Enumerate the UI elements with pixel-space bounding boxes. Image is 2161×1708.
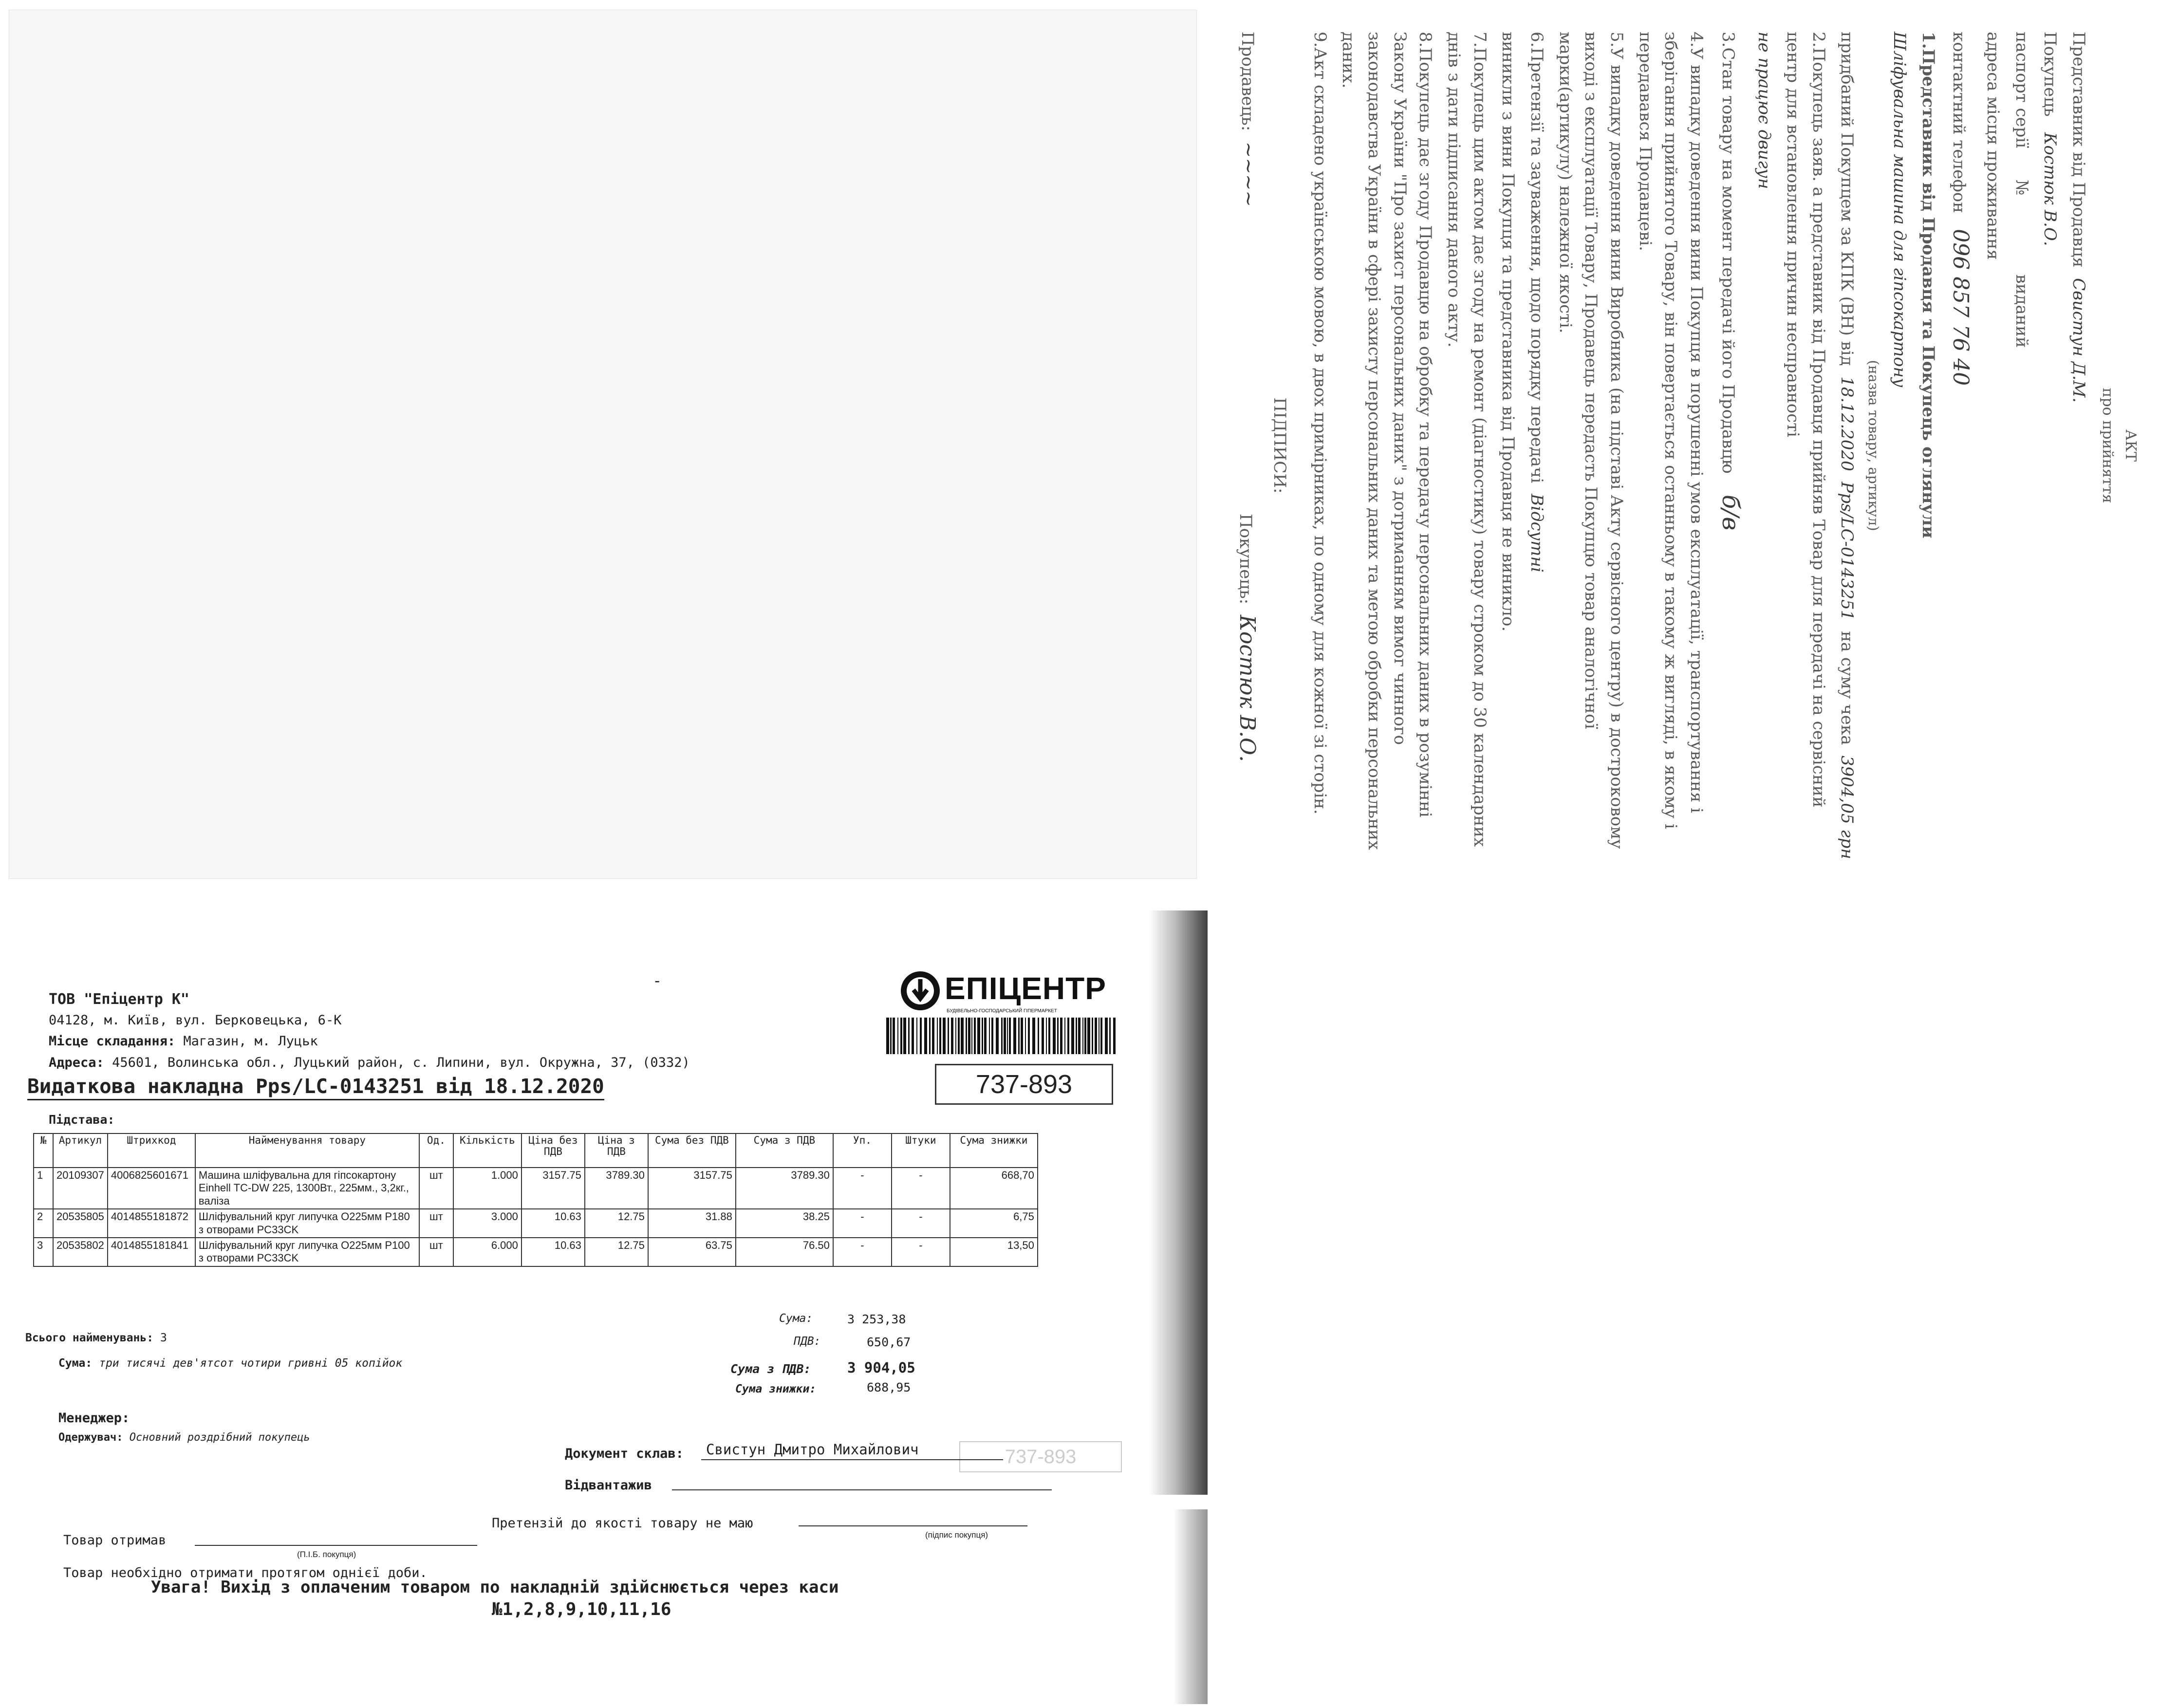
cell-n: 3 bbox=[34, 1238, 53, 1266]
manager-label: Менеджер: bbox=[58, 1411, 130, 1426]
cell-disc: 6,75 bbox=[950, 1209, 1038, 1238]
buyer-value: Костюк В.О. bbox=[2040, 132, 2060, 246]
invoice-address-label: Адреса: bbox=[49, 1055, 104, 1070]
cell-name: Шліфувальний круг липучка О225мм Р180 з отворами PC33CK bbox=[195, 1209, 419, 1238]
barcode-bar bbox=[890, 1018, 892, 1054]
cell-art: 20109307 bbox=[53, 1168, 108, 1209]
barcode-bar bbox=[897, 1018, 898, 1054]
clause-3-text: 3.Стан товару на момент передачі його Продавцю bbox=[1718, 32, 1738, 474]
barcode-bar bbox=[943, 1018, 946, 1054]
cell-name: Машина шліфувальна для гіпсокартону Einhell TC-DW 225, 1300Вт., 225мм., 3,2кг., валіза bbox=[195, 1168, 419, 1209]
barcode-bar bbox=[977, 1018, 980, 1054]
barcode-bar bbox=[1113, 1018, 1116, 1054]
barcode-bar bbox=[1095, 1018, 1097, 1054]
passport-label: паспорт серії bbox=[2012, 32, 2031, 149]
barcode-bar bbox=[932, 1018, 934, 1054]
received-label: Товар отримав bbox=[63, 1533, 167, 1548]
barcode-bar bbox=[1042, 1018, 1044, 1054]
barcode-bar bbox=[1105, 1018, 1108, 1054]
invoice-document bbox=[10, 952, 1198, 1697]
barcode-bar bbox=[989, 1018, 990, 1054]
clause-2-handwritten: не працює двигун bbox=[1754, 32, 1774, 189]
barcode-bar bbox=[955, 1018, 956, 1054]
cell-bar: 4006825601671 bbox=[108, 1168, 195, 1209]
clause-6 bbox=[1524, 32, 1549, 859]
sum-vat-label: Сума з ПДВ: bbox=[730, 1362, 811, 1376]
cell-p_nv: 10.63 bbox=[522, 1238, 585, 1266]
clause-1c bbox=[1834, 32, 1860, 859]
cell-bar: 4014855181872 bbox=[108, 1209, 195, 1238]
barcode-bar bbox=[939, 1018, 941, 1054]
barcode-bar bbox=[912, 1018, 914, 1054]
cell-pcs: - bbox=[892, 1238, 950, 1266]
clause-1-date: 18.12.2020 bbox=[1837, 376, 1857, 471]
clause-4: 4.У випадку доведення вини Покупця в порушенні умов експлуатації, транспортування і зберігання прийнятого Товару, він повертається останньому в такому ж вигляді, в якому і передавався Продавцеві. bbox=[1635, 32, 1707, 829]
barcode-bar bbox=[1053, 1018, 1056, 1054]
company-name: ТОВ "Епіцентр К" bbox=[49, 991, 189, 1008]
buyer-signature bbox=[1230, 514, 1264, 762]
barcode-bar bbox=[1025, 1018, 1026, 1054]
receiver-line bbox=[58, 1431, 310, 1444]
column-header: Уп. bbox=[833, 1133, 892, 1168]
barcode-bar bbox=[1032, 1018, 1035, 1054]
clause-1c-text: придбаний Покупцем за КПК (ВН) від bbox=[1837, 32, 1857, 366]
received-underline bbox=[195, 1545, 477, 1546]
sum-words-value: три тисячі дев'ятсот чотири гривні 05 копійок bbox=[99, 1357, 403, 1370]
column-header: Штрихкод bbox=[108, 1133, 195, 1168]
cell-p_v: 3789.30 bbox=[585, 1168, 648, 1209]
goods-table bbox=[33, 1133, 1038, 1267]
barcode-bar bbox=[1004, 1018, 1006, 1054]
shipped-label: Відвантажив bbox=[565, 1478, 652, 1493]
clause-7: 7.Покупець цим актом дає згоду на ремонт (діагностику) товару строком до 30 календарних днів з дати підписання даного акту. bbox=[1444, 32, 1490, 847]
barcode-bar bbox=[971, 1018, 972, 1054]
barcode-bar bbox=[886, 1018, 889, 1054]
cell-qty: 6.000 bbox=[453, 1238, 522, 1266]
cell-unit: шт bbox=[419, 1238, 453, 1266]
cell-name: Шліфувальний круг липучка О225мм Р100 з отворами PC33CK bbox=[195, 1238, 419, 1266]
clause-8: 8.Покупець дає згоду Продавцю на обробку та передачу персональних даних в розумінні Закону України "Про захист персональних даних" з дотриманням вимог чинного законодавства України в сфері захисту персональних даних та метою обробки персональних даних. bbox=[1339, 32, 1435, 850]
act-title-line1: АКТ bbox=[2122, 429, 2139, 462]
barcode-bar bbox=[1028, 1018, 1030, 1054]
invoice-address-value: 45601, Волинська обл., Луцький район, с. Липини, вул. Окружна, 37, (0332) bbox=[112, 1055, 690, 1070]
table-header bbox=[34, 1133, 1038, 1168]
clause-6b: виникли з вини Покупця та представника від Продавця не виникло. bbox=[1498, 32, 1518, 632]
cell-art: 20535802 bbox=[53, 1238, 108, 1266]
clause-1a: 1.Представник від Продавця та Покупець оглянули bbox=[1919, 32, 1938, 538]
barcode-bar bbox=[1084, 1018, 1086, 1054]
cell-s_v: 76.50 bbox=[736, 1238, 833, 1266]
barcode-bar bbox=[1048, 1018, 1050, 1054]
phone-value: 096 857 76 40 bbox=[1948, 229, 1974, 386]
column-header: Кількість bbox=[453, 1133, 522, 1168]
barcode-bar bbox=[1013, 1018, 1016, 1054]
seller-signature bbox=[1230, 32, 1264, 207]
clause-6-text: 6.Претензії та зауваження, щодо порядку передачі bbox=[1527, 32, 1547, 483]
place-value: Магазин, м. Луцьк bbox=[183, 1034, 318, 1049]
barcode-bar bbox=[951, 1018, 953, 1054]
total-items-value: 3 bbox=[160, 1332, 167, 1344]
act-passport bbox=[2009, 32, 2034, 859]
cell-s_nv: 31.88 bbox=[648, 1209, 736, 1238]
barcode-bar bbox=[924, 1018, 927, 1054]
barcode-bar bbox=[1067, 1018, 1069, 1054]
phone-label: контактний телефон bbox=[1949, 32, 1969, 213]
cell-p_nv: 10.63 bbox=[522, 1209, 585, 1238]
barcode-bar bbox=[937, 1018, 938, 1054]
total-items bbox=[25, 1332, 167, 1344]
sum-label: Сума: bbox=[779, 1312, 813, 1325]
barcode-bar bbox=[1021, 1018, 1023, 1054]
clause-1-doc: Pps/LC-0143251 bbox=[1837, 482, 1857, 621]
act-title-line2: про прийняття bbox=[2099, 388, 2117, 503]
sum-vat-value: 3 904,05 bbox=[847, 1359, 915, 1376]
cell-qty: 1.000 bbox=[453, 1168, 522, 1209]
clause-2: 2.Покупець заяв. а представник від Продавця прийняв Товар для передачі на сервісний центр для встановлення причин несправності bbox=[1783, 32, 1828, 808]
total-items-label: Всього найменувань: bbox=[25, 1332, 154, 1344]
place-line bbox=[49, 1034, 318, 1049]
barcode-bar bbox=[1038, 1018, 1039, 1054]
cell-art: 20535805 bbox=[53, 1209, 108, 1238]
sign-hint: (підпис покупця) bbox=[925, 1530, 988, 1540]
cell-s_nv: 63.75 bbox=[648, 1238, 736, 1266]
clause-1-handwritten: Шліфувальна машина для гіпсокартону bbox=[1890, 32, 1910, 388]
disc-label: Сума знижки: bbox=[735, 1383, 817, 1395]
logo-text: ЕПІЦЕНТР bbox=[945, 971, 1106, 1006]
barcode-bar bbox=[958, 1018, 960, 1054]
barcode-bar bbox=[1001, 1018, 1003, 1054]
signatures-label: ПІДПИСИ: bbox=[1269, 397, 1289, 494]
barcode-bar bbox=[908, 1018, 910, 1054]
seller-sign-label: Продавець: bbox=[1238, 32, 1258, 131]
barcode-bar bbox=[1007, 1018, 1008, 1054]
clause-1-hint: (назва товару, артикул) bbox=[1865, 360, 1882, 531]
cell-unit: шт bbox=[419, 1209, 453, 1238]
table-row bbox=[34, 1209, 1038, 1238]
barcode-bar bbox=[966, 1018, 967, 1054]
sum-value: 3 253,38 bbox=[847, 1312, 906, 1326]
barcode-bar bbox=[916, 1018, 917, 1054]
column-header: № bbox=[34, 1133, 53, 1168]
sum-words-label: Сума: bbox=[58, 1357, 93, 1370]
place-label: Місце складання: bbox=[49, 1034, 176, 1049]
barcode-bar bbox=[961, 1018, 964, 1054]
composed-label: Документ склав: bbox=[565, 1446, 684, 1461]
clause-1-sum-label: на суму чека bbox=[1837, 631, 1857, 745]
received-hint: (П.І.Б. покупця) bbox=[297, 1550, 356, 1559]
basis-label: Підстава: bbox=[49, 1113, 115, 1127]
clause-3 bbox=[1712, 32, 1748, 859]
table-body bbox=[34, 1168, 1038, 1266]
barcode-bar bbox=[1018, 1018, 1020, 1054]
seller-rep-value: Свистун Д.М. bbox=[2069, 278, 2088, 403]
vat-label: ПДВ: bbox=[794, 1335, 821, 1348]
address-line bbox=[49, 1055, 690, 1070]
buyer-sign-label: Покупець: bbox=[1236, 514, 1256, 605]
invoice-title: Видаткова накладна Pps/LC-0143251 від 18.12.2020 bbox=[27, 1075, 604, 1100]
passport-no-label: № bbox=[2012, 180, 2031, 196]
barcode-bar bbox=[1076, 1018, 1077, 1054]
no-claims-text: Претензій до якості товару не маю bbox=[492, 1516, 753, 1531]
table-row bbox=[34, 1168, 1038, 1209]
shipped-underline bbox=[672, 1489, 1052, 1490]
cell-s_nv: 3157.75 bbox=[648, 1168, 736, 1209]
company-address: 04128, м. Київ, вул. Берковецька, 6-К bbox=[49, 1013, 342, 1028]
barcode-bar bbox=[1109, 1018, 1111, 1054]
sign-underline bbox=[799, 1525, 1027, 1526]
cell-pack: - bbox=[833, 1238, 892, 1266]
column-header: Ціна з ПДВ bbox=[585, 1133, 648, 1168]
receiver-value: Основний роздрібний покупець bbox=[129, 1431, 310, 1444]
pickup-note: Товар необхідно отримати протягом однієї доби. bbox=[63, 1565, 428, 1580]
barcode-bar bbox=[1064, 1018, 1065, 1054]
address-label: адреса місця проживання bbox=[1983, 32, 2003, 260]
cell-pcs: - bbox=[892, 1209, 950, 1238]
act-seller-rep bbox=[2066, 32, 2091, 859]
act-phone bbox=[1944, 32, 1977, 859]
act-title bbox=[2096, 32, 2142, 859]
disc-value: 688,95 bbox=[867, 1380, 911, 1394]
barcode-bar bbox=[903, 1018, 906, 1054]
receiver-label: Одержувач: bbox=[58, 1431, 123, 1444]
column-header: Ціна без ПДВ bbox=[522, 1133, 585, 1168]
top-dash: - bbox=[652, 971, 662, 990]
clause-9: 9.Акт складено українською мовою, в двох примірниках, по одному для кожної зі сторін. bbox=[1310, 32, 1330, 815]
cell-bar: 4014855181841 bbox=[108, 1238, 195, 1266]
column-header: Артикул bbox=[53, 1133, 108, 1168]
cell-p_v: 12.75 bbox=[585, 1209, 648, 1238]
barcode-bar bbox=[893, 1018, 895, 1054]
barcode-bar bbox=[1082, 1018, 1083, 1054]
act-buyer bbox=[2037, 32, 2063, 859]
cell-disc: 13,50 bbox=[950, 1238, 1038, 1266]
vat-value: 650,67 bbox=[867, 1335, 911, 1349]
column-header: Сума з ПДВ bbox=[736, 1133, 833, 1168]
barcode-bar bbox=[968, 1018, 970, 1054]
cash-registers: №1,2,8,9,10,11,16 bbox=[492, 1599, 671, 1619]
column-header: Найменування товару bbox=[195, 1133, 419, 1168]
seller-rep-label: Представник від Продавця bbox=[2069, 32, 2088, 268]
barcode-bar bbox=[1087, 1018, 1090, 1054]
column-header: Штуки bbox=[892, 1133, 950, 1168]
signatures-row bbox=[1230, 32, 1264, 762]
buyer-hand-signature: Костюк В.О. bbox=[1235, 614, 1260, 762]
cell-n: 1 bbox=[34, 1168, 53, 1209]
cell-pack: - bbox=[833, 1168, 892, 1209]
clause-1-sum: 3904,05 грн bbox=[1837, 755, 1857, 859]
cell-p_nv: 3157.75 bbox=[522, 1168, 585, 1209]
cell-s_v: 3789.30 bbox=[736, 1168, 833, 1209]
barcode-bar bbox=[974, 1018, 976, 1054]
passport-issued-label: виданий bbox=[2012, 274, 2031, 348]
barcode-bar bbox=[1060, 1018, 1062, 1054]
barcode-bar bbox=[900, 1018, 902, 1054]
column-header: Сума без ПДВ bbox=[648, 1133, 736, 1168]
barcode-bar bbox=[1046, 1018, 1047, 1054]
column-header: Од. bbox=[419, 1133, 453, 1168]
cell-p_v: 12.75 bbox=[585, 1238, 648, 1266]
cell-qty: 3.000 bbox=[453, 1209, 522, 1238]
composed-underline bbox=[701, 1459, 1003, 1460]
epicentr-logo bbox=[896, 966, 1120, 1020]
exit-warning: Увага! Вихід з оплаченим товаром по накладній здійснюється через каси bbox=[151, 1578, 839, 1597]
barcode-bar bbox=[982, 1018, 983, 1054]
barcode bbox=[886, 1018, 1120, 1054]
barcode-bar bbox=[996, 1018, 999, 1054]
table-row bbox=[34, 1238, 1038, 1266]
column-header: Сума знижки bbox=[950, 1133, 1038, 1168]
barcode-bar bbox=[991, 1018, 993, 1054]
seller-sign-scribble: ~~~~ bbox=[1237, 141, 1260, 207]
cell-unit: шт bbox=[419, 1168, 453, 1209]
barcode-bar bbox=[1100, 1018, 1102, 1054]
document-code: 737-893 bbox=[935, 1064, 1113, 1105]
clause-3-handwritten: б/в bbox=[1716, 494, 1744, 531]
barcode-bar bbox=[948, 1018, 949, 1054]
cell-pcs: - bbox=[892, 1168, 950, 1209]
composed-value: Свистун Дмитро Михайлович bbox=[706, 1441, 919, 1458]
buyer-label: Покупець bbox=[2040, 32, 2060, 117]
barcode-bar bbox=[1078, 1018, 1080, 1054]
barcode-bar bbox=[1071, 1018, 1074, 1054]
cell-disc: 668,70 bbox=[950, 1168, 1038, 1209]
barcode-bar bbox=[984, 1018, 987, 1054]
act-rotated-content bbox=[973, 12, 2161, 879]
barcode-bar bbox=[1092, 1018, 1093, 1054]
barcode-bar bbox=[1057, 1018, 1059, 1054]
cell-pack: - bbox=[833, 1209, 892, 1238]
clause-6-handwritten: Відсутні bbox=[1527, 494, 1547, 573]
ghost-code-imprint: 737-893 bbox=[959, 1441, 1122, 1472]
cell-s_v: 38.25 bbox=[736, 1209, 833, 1238]
clause-5: 5.У випадку доведення вини Виробника (на підставі Акту сервісного центру) в достроковому виході з експлуатації Товару, Продавець передасть Покупцю товар аналогічної марки(артикулу) належної якості. bbox=[1555, 32, 1627, 849]
barcode-bar bbox=[1009, 1018, 1011, 1054]
cell-n: 2 bbox=[34, 1209, 53, 1238]
logo-subtitle: БУДІВЕЛЬНО-ГОСПОДАРСЬКИЙ ГІПЕРМАРКЕТ bbox=[947, 1008, 1057, 1014]
sum-words-line bbox=[58, 1357, 402, 1370]
act-document bbox=[9, 10, 2139, 879]
barcode-bar bbox=[929, 1018, 931, 1054]
barcode-bar bbox=[920, 1018, 922, 1054]
